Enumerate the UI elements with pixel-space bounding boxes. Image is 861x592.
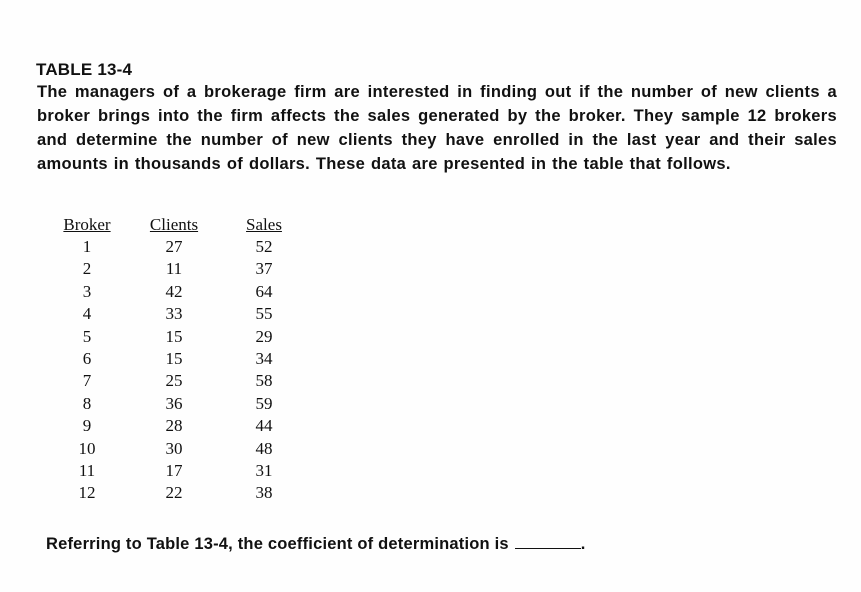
clients-cell: 15 — [165, 326, 183, 346]
clients-cell: 15 — [165, 349, 183, 369]
table-row — [55, 438, 299, 460]
clients-cell: 36 — [165, 393, 183, 413]
clients-cell: 33 — [165, 304, 183, 324]
broker-cell: 6 — [82, 349, 92, 369]
broker-cell: 12 — [78, 483, 96, 503]
broker-cell: 11 — [78, 461, 96, 481]
sales-cell: 37 — [255, 259, 273, 279]
sales-cell: 38 — [255, 483, 273, 503]
broker-cell: 3 — [82, 281, 92, 301]
header-sales: Sales — [246, 215, 282, 234]
table-row — [55, 482, 299, 504]
table-row — [55, 281, 299, 303]
table-row — [55, 460, 299, 482]
question-text — [46, 534, 586, 554]
broker-cell: 10 — [78, 438, 96, 458]
broker-cell: 4 — [82, 304, 92, 324]
sales-cell: 29 — [255, 326, 273, 346]
data-table — [55, 214, 299, 505]
clients-cell: 25 — [165, 371, 183, 391]
clients-cell: 30 — [165, 438, 183, 458]
table-row — [55, 348, 299, 370]
broker-cell: 8 — [82, 393, 92, 413]
clients-cell: 17 — [165, 461, 183, 481]
sales-cell: 34 — [255, 349, 273, 369]
sales-cell: 58 — [255, 371, 273, 391]
table-row — [55, 393, 299, 415]
sales-cell: 52 — [255, 237, 273, 256]
sales-cell: 59 — [255, 393, 273, 413]
table-title: TABLE 13-4 — [36, 60, 133, 79]
sales-cell: 31 — [255, 461, 273, 481]
broker-cell: 9 — [82, 416, 92, 436]
sales-cell: 55 — [255, 304, 273, 324]
broker-cell: 7 — [82, 371, 92, 391]
broker-cell: 2 — [82, 259, 92, 279]
broker-cell: 5 — [82, 326, 92, 346]
table-row — [55, 303, 299, 325]
header-clients: Clients — [149, 215, 199, 234]
table-row — [55, 415, 299, 437]
sales-cell: 48 — [255, 438, 273, 458]
broker-cell: 1 — [82, 237, 92, 256]
sales-cell: 44 — [255, 416, 273, 436]
question-period: . — [580, 535, 586, 553]
clients-cell: 42 — [165, 281, 183, 301]
question-prompt: Referring to Table 13-4, the coefficient of determination is — [46, 535, 509, 553]
clients-cell: 22 — [165, 483, 183, 503]
table-row — [55, 258, 299, 280]
answer-blank — [515, 534, 581, 549]
sales-cell: 64 — [255, 281, 273, 301]
table-row — [55, 236, 299, 258]
header-broker: Broker — [63, 215, 111, 234]
table-header-row — [55, 214, 299, 236]
clients-cell: 11 — [165, 259, 183, 279]
intro-paragraph: The managers of a brokerage firm are interested in finding out if the number of new clients a broker brings into the firm affects the sales generated by the broker. They sample 12 brokers and determine the number of new clients they have enrolled in the last year and their sales amounts in thousands of dollars. These data are presented in the table that follows. — [37, 83, 837, 173]
table-row — [55, 326, 299, 348]
clients-cell: 27 — [165, 237, 183, 256]
table-body — [55, 236, 299, 505]
table-row — [55, 370, 299, 392]
clients-cell: 28 — [165, 416, 183, 436]
